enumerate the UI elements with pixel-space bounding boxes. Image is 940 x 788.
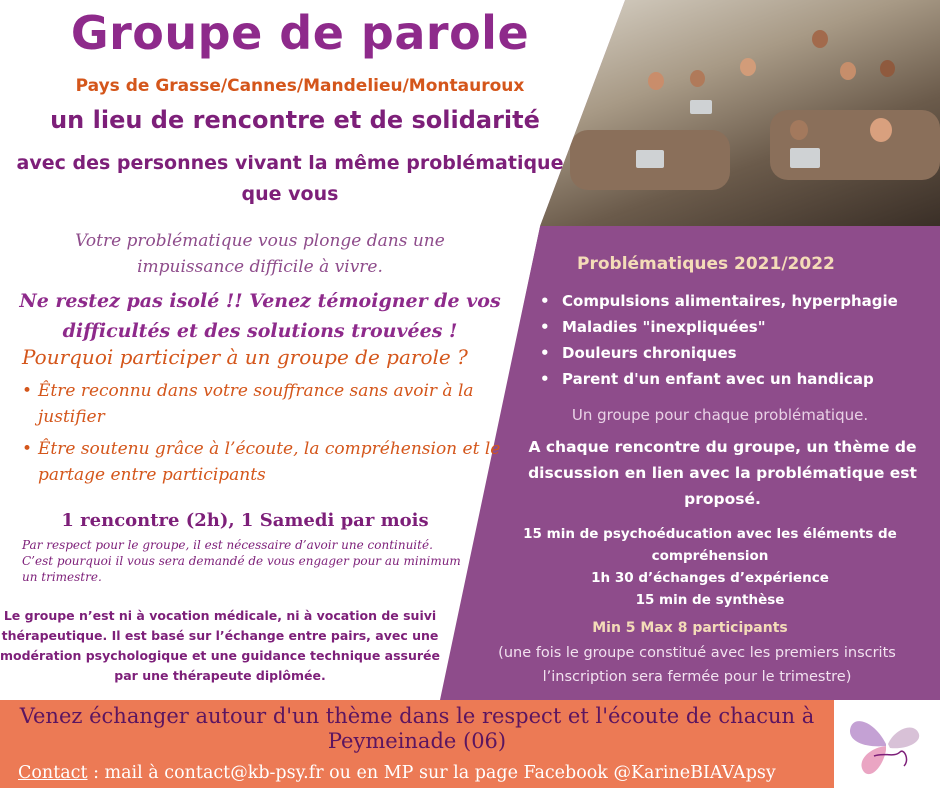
problem-item	[540, 366, 898, 392]
disclaimer-text: Le groupe n’est ni à vocation médicale, ni à vocation de suivi thérapeutique. Il est basé sur l’échange entre pairs, avec une modération psychologique et une guidance technique assurée par une thérapeute diplômée.	[0, 608, 440, 683]
contact-details: : mail à contact@kb-psy.fr ou en MP sur la page Facebook @KarineBIAVApsy	[87, 763, 776, 783]
banner-text: Venez échanger autour d'un thème dans le respect et l'écoute de chacun à Peymeinade (06)	[19, 704, 815, 753]
problem-item-text: Douleurs chroniques	[562, 344, 737, 362]
bullet-icon: •	[540, 344, 550, 362]
problem-item-text: Parent d'un enfant avec un handicap	[562, 370, 874, 388]
call-to-action: Ne restez pas isolé !! Venez témoigner de vos difficultés et des solutions trouvées !	[19, 290, 501, 342]
theme-text: A chaque rencontre du groupe, un thème de discussion en lien avec la problématique est proposé.	[528, 438, 917, 508]
one-group-text: Un groupe pour chaque problématique.	[571, 406, 869, 424]
butterfly-logo-icon	[834, 700, 940, 788]
problems-title: Problématiques 2021/2022	[577, 254, 835, 274]
problem-item	[540, 340, 898, 366]
why-item	[22, 436, 522, 488]
meeting-frequency: 1 rencontre (2h), 1 Samedi par mois	[61, 510, 429, 531]
why-title: Pourquoi participer à un groupe de parole ?	[22, 345, 468, 369]
contact-link[interactable]: Contact	[18, 763, 88, 783]
page-title: Groupe de parole	[70, 6, 530, 60]
session-details	[490, 523, 930, 611]
detail-line: 1h 30 d’échanges d’expérience	[591, 570, 829, 586]
bullet-icon: •	[540, 318, 550, 336]
with-subtitle: avec des personnes vivant la même problématique que vous	[16, 152, 564, 205]
participants-count: Min 5 Max 8 participants	[592, 620, 788, 636]
why-list	[22, 378, 522, 494]
problems-list	[540, 288, 898, 392]
problem-item	[540, 314, 898, 340]
intro-text: Votre problématique vous plonge dans une impuissance difficile à vivre.	[75, 231, 445, 277]
bullet-icon: •	[22, 381, 33, 401]
why-item	[22, 378, 522, 430]
bullet-icon: •	[540, 292, 550, 310]
tagline: un lieu de rencontre et de solidarité	[50, 106, 540, 134]
contact-line	[18, 763, 776, 783]
problem-item-text: Maladies "inexpliquées"	[562, 318, 766, 336]
registration-note: (une fois le groupe constitué avec les premiers inscrits l’inscription sera fermée pour le trimestre)	[498, 645, 896, 685]
bullet-icon: •	[22, 439, 33, 459]
bullet-icon: •	[540, 370, 550, 388]
commitment-note: Par respect pour le groupe, il est nécessaire d’avoir une continuité. C’est pourquoi il vous sera demandé de vous engager pour au minimum un trimestre.	[22, 538, 461, 584]
why-item-text: Être reconnu dans votre souffrance sans avoir à la justifier	[38, 381, 474, 427]
problem-item	[540, 288, 898, 314]
problem-item-text: Compulsions alimentaires, hyperphagie	[562, 292, 898, 310]
detail-line: 15 min de synthèse	[635, 592, 785, 608]
places-subtitle: Pays de Grasse/Cannes/Mandelieu/Montauroux	[75, 76, 525, 96]
logo-box	[834, 700, 940, 788]
detail-line: 15 min de psychoéducation avec les éléments de compréhension	[523, 526, 897, 564]
why-item-text: Être soutenu grâce à l’écoute, la compréhension et le partage entre participants	[38, 439, 501, 485]
